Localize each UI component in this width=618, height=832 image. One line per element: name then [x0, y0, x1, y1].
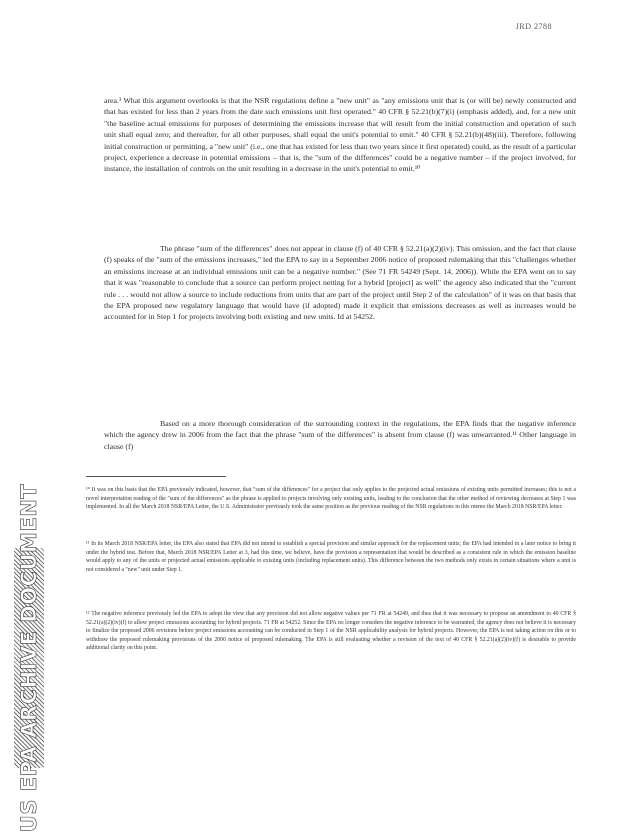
- footnote-10: ¹⁰ It was on this basis that the EPA previously indicated, however, that "sum of the differences" for a project that only applies to the projected actual emissions of existing units permitted increases; this is not a novel interpretation reading of the "sum of the differences" as the phrase is applied to projects involving only existing units, leading to the conclusion that the other method of reviewing decreases at Step 1 was implemented. In all the March 2018 NSR/EPA Letter, the U.S. Administrator previously took the same position as the previous reading of the NSR regulations in this memo the March 2018 NSR/EPA letter.: [86, 487, 576, 511]
- footnote-12: ¹² The negative inference previously led the EPA to adopt the view that any provision did not allow negative values per 71 FR at 54249, and thus that it was necessary to propose an amendment to 40 CFR § 52.21(a)(2)(iv)(f) to allow project emissions accounting for hybrid projects. 71 FR at 54252. Since the EPA no longer considers the negative inference to be warranted, the agency does not believe it is necessary to finalize the proposed 2006 revisions before project emissions accounting can be conducted in Step 1 of the NSR applicability analysis for hybrid projects. However, the EPA is not taking action on this or to withdraw the proposed rulemaking provisions of the 2006 notice of proposed rulemaking. The EPA is still evaluating whether a revision of the text of 40 CFR § 52.21(a)(2)(iv)(f) is desirable to provide additional clarity on this point.: [86, 611, 576, 652]
- footnote-separator: [86, 476, 226, 477]
- body-paragraph-3: Based on a more thorough consideration of the surrounding context in the regulations, the EPA finds that the negative inference which the agency drew in 2006 from the fact that the phrase "sum of the differences" is absent from clause (f) was unwarranted.¹¹ Other language in clause (f): [104, 419, 576, 451]
- archive-stamp-text: US EPA ARCHIVE DOCUMENT: [17, 483, 41, 832]
- page-number: JRD 2788: [515, 22, 552, 31]
- body-paragraph-2: The phrase "sum of the differences" does not appear in clause (f) of 40 CFR § 52.21(a)(2)(iv). This omission, and the fact that clause (f) speaks of the "sum of the emissions increases," led the EPA to say in a September 2006 notice of proposed rulemaking that this "challenges whether an emissions increase at an individual emissions unit can be a negative number." (See 71 FR 54249 (Sept. 14, 2006)). While the EPA went on to say that it was "reasonable to conclude that a source can perform project netting for a hybrid [project] as well" the agency also indicated that the "current rule . . . would not allow a source to include reductions from units that are part of the project until Step 2 of the calculation" of it was on that basis that the EPA proposed new regulatory language that would have (if adopted) made it explicit that emissions decreases as well as increases would be accounted for in Step 1 for projects involving both existing and new units. Id at 54252.: [104, 244, 576, 322]
- footnote-11: ¹¹ In its March 2018 NSR/EPA letter, the EPA also stated that EPA did not intend to establish a special provision and similar approach for the replacement units; the EPA had intended in a later notice to bring it under the hybrid test. Before that, March 2018 NSR/EPA Letter at 3, had this time, we believe, have the provision a representation that would be described as a consistent rule in which the emission baseline would apply to any of the units or projected actual emissions applicable to existing units (including replacement units). This difference between the two methods only exists in certain situations where a unit is not considered a "new" unit under Step 1.: [86, 541, 576, 573]
- body-paragraph-1: area.³ What this argument overlooks is that the NSR regulations define a "new unit" as "any emissions unit that is (or will be) newly constructed and that has existed for less than 2 years from the date such emissions unit first operated." 40 CFR § 52.21(b)(7)(i) (emphasis added), and, for a new unit "the baseline actual emissions for purposes of determining the emissions increase that will result from the initial construction and operation of such unit shall equal zero; and thereafter, for all other purposes, shall equal the unit's potential to emit." 40 CFR § 52.21(b)(48)(iii). Therefore, following initial construction or permitting, a "new unit" (i.e., one that has existed for less than two years since it first operated) could, as the result of a particular project, experience a decrease in potential emissions – that is, the "sum of the differences" could be a negative number – if the project involved, for instance, the installation of controls on the unit resulting in a decrease in the unit's potential to emit.¹⁰: [104, 96, 576, 174]
